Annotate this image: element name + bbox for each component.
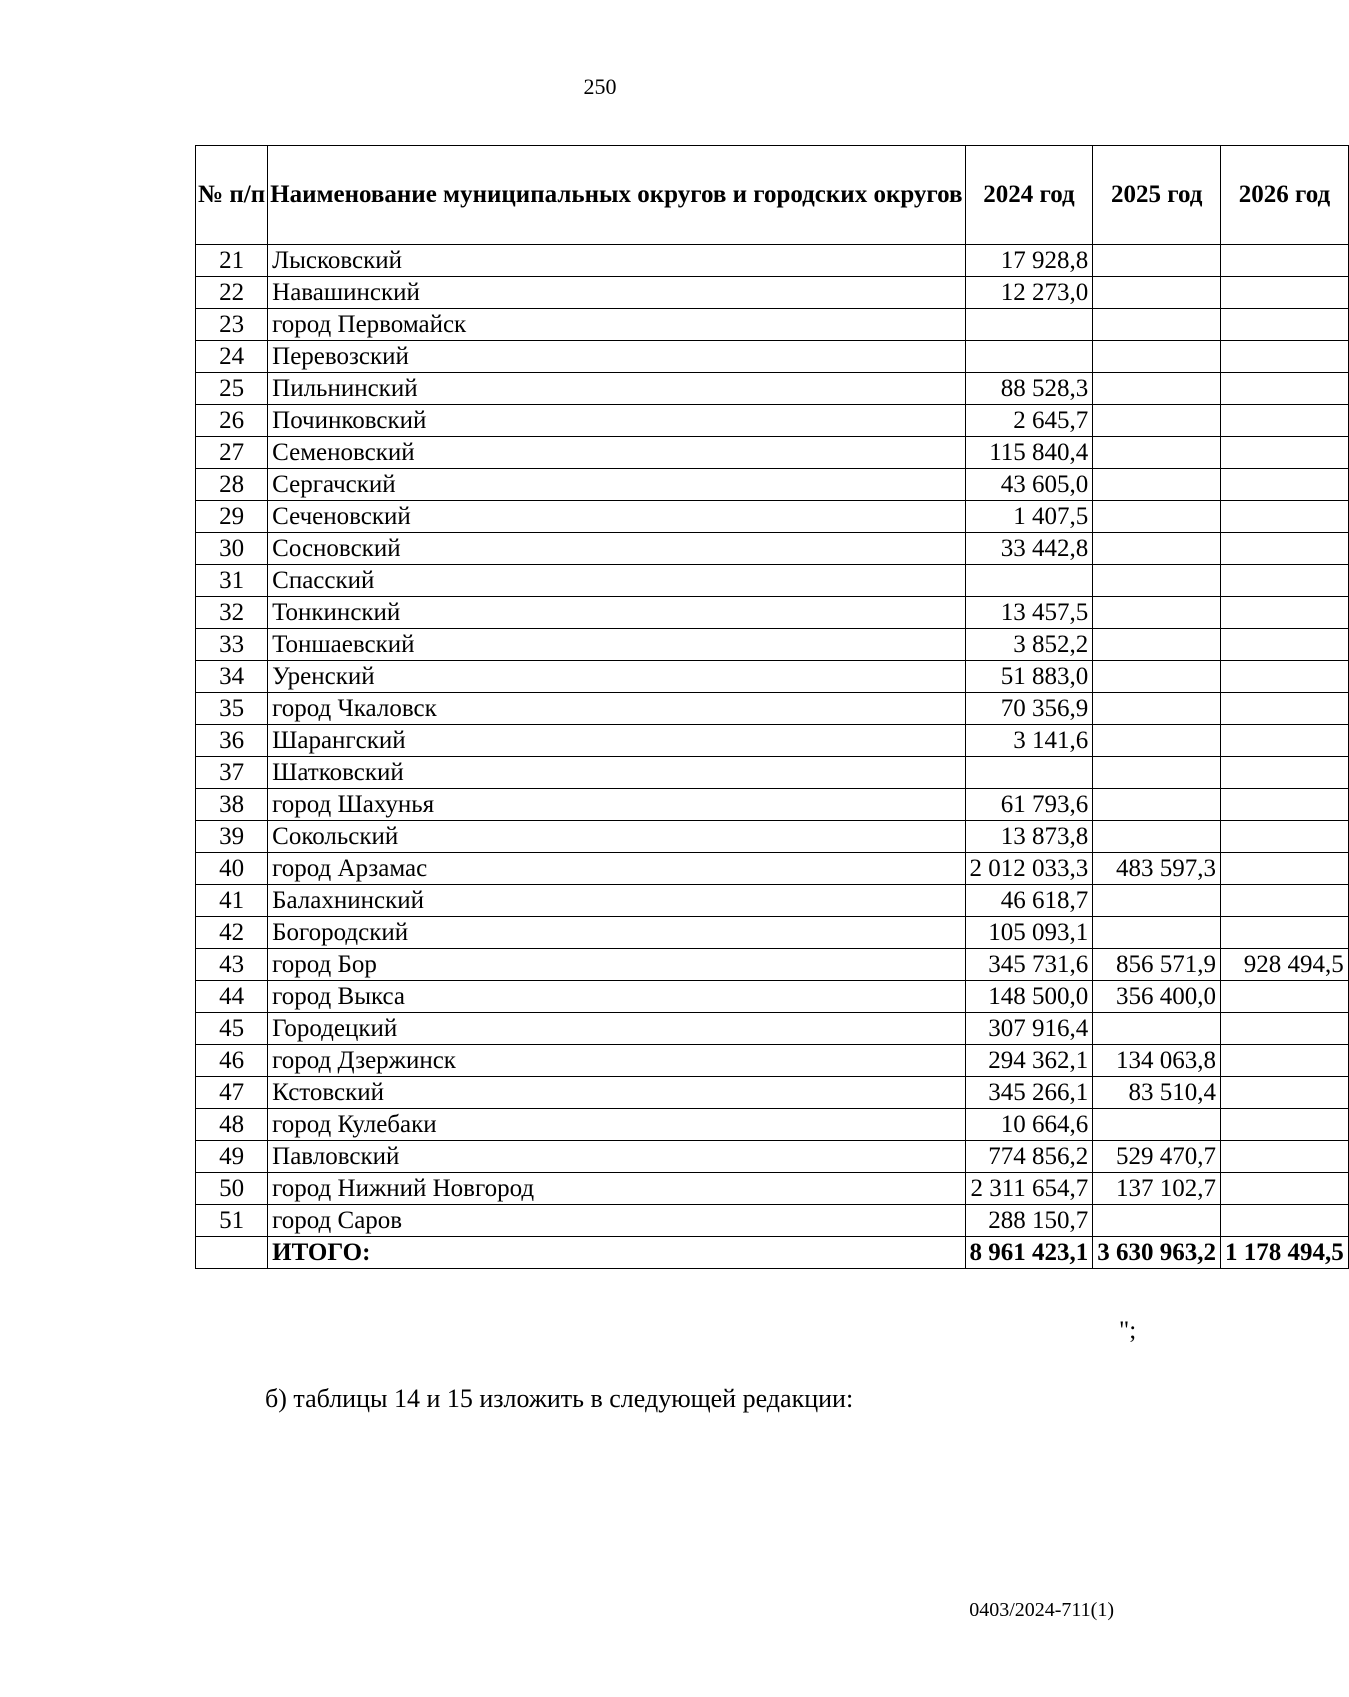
table-row — [196, 245, 1349, 277]
row-number-cell: 45 — [196, 1013, 268, 1045]
value-2025-cell — [1093, 565, 1221, 597]
row-number-cell: 31 — [196, 565, 268, 597]
value-2024-cell: 774 856,2 — [965, 1141, 1093, 1173]
value-2025-cell — [1093, 725, 1221, 757]
municipality-name-cell: Лысковский — [268, 245, 965, 277]
table-row — [196, 1141, 1349, 1173]
value-2025-cell: 134 063,8 — [1093, 1045, 1221, 1077]
value-2025-cell — [1093, 757, 1221, 789]
value-2024-cell: 88 528,3 — [965, 373, 1093, 405]
table-row — [196, 757, 1349, 789]
row-number-cell: 21 — [196, 245, 268, 277]
header-year-2026: 2026 год — [1221, 146, 1349, 245]
table-body — [196, 245, 1349, 1269]
value-2024-cell: 70 356,9 — [965, 693, 1093, 725]
value-2026-cell — [1221, 1045, 1349, 1077]
appropriations-table — [195, 145, 1349, 1269]
value-2025-cell: 483 597,3 — [1093, 853, 1221, 885]
value-2025-cell — [1093, 501, 1221, 533]
value-2025-cell — [1093, 821, 1221, 853]
municipality-name-cell: город Шахунья — [268, 789, 965, 821]
row-number-cell: 42 — [196, 917, 268, 949]
municipality-name-cell: Сергачский — [268, 469, 965, 501]
value-2025-cell — [1093, 693, 1221, 725]
table-row — [196, 501, 1349, 533]
municipality-name-cell: город Саров — [268, 1205, 965, 1237]
header-municipality-name: Наименование муниципальных округов и городских округов — [268, 146, 965, 245]
value-2024-cell: 307 916,4 — [965, 1013, 1093, 1045]
value-2024-cell: 13 457,5 — [965, 597, 1093, 629]
value-2026-cell — [1221, 1205, 1349, 1237]
value-2024-cell: 2 012 033,3 — [965, 853, 1093, 885]
value-2025-cell: 356 400,0 — [1093, 981, 1221, 1013]
value-2026-cell: 1 178 494,5 — [1221, 1237, 1349, 1269]
row-number-cell: 39 — [196, 821, 268, 853]
municipality-name-cell: Перевозский — [268, 341, 965, 373]
row-number-cell: 40 — [196, 853, 268, 885]
row-number-cell: 46 — [196, 1045, 268, 1077]
value-2025-cell — [1093, 373, 1221, 405]
value-2024-cell: 105 093,1 — [965, 917, 1093, 949]
municipality-name-cell: Сеченовский — [268, 501, 965, 533]
municipality-name-cell: Сокольский — [268, 821, 965, 853]
value-2025-cell — [1093, 469, 1221, 501]
value-2024-cell: 345 731,6 — [965, 949, 1093, 981]
value-2026-cell — [1221, 597, 1349, 629]
value-2026-cell — [1221, 1173, 1349, 1205]
table-row — [196, 853, 1349, 885]
value-2025-cell — [1093, 789, 1221, 821]
table-row — [196, 469, 1349, 501]
document-code: 0403/2024-711(1) — [969, 1599, 1114, 1621]
amendment-instruction: б) таблицы 14 и 15 изложить в следующей редакции: — [265, 1384, 854, 1413]
row-number-cell: 37 — [196, 757, 268, 789]
municipality-name-cell: город Выкса — [268, 981, 965, 1013]
value-2024-cell: 43 605,0 — [965, 469, 1093, 501]
value-2024-cell — [965, 341, 1093, 373]
row-number-cell: 29 — [196, 501, 268, 533]
row-number-cell: 22 — [196, 277, 268, 309]
row-number-cell: 47 — [196, 1077, 268, 1109]
table-row — [196, 789, 1349, 821]
municipality-name-cell: Семеновский — [268, 437, 965, 469]
value-2026-cell — [1221, 277, 1349, 309]
value-2026-cell — [1221, 1013, 1349, 1045]
value-2024-cell: 2 645,7 — [965, 405, 1093, 437]
municipality-name-cell: город Нижний Новгород — [268, 1173, 965, 1205]
header-year-2025: 2025 год — [1093, 146, 1221, 245]
table-row — [196, 1077, 1349, 1109]
municipality-name-cell: Павловский — [268, 1141, 965, 1173]
table-row — [196, 661, 1349, 693]
value-2026-cell — [1221, 981, 1349, 1013]
value-2025-cell — [1093, 661, 1221, 693]
header-year-2024: 2024 год — [965, 146, 1093, 245]
value-2025-cell — [1093, 437, 1221, 469]
value-2025-cell: 856 571,9 — [1093, 949, 1221, 981]
row-number-cell: 27 — [196, 437, 268, 469]
municipality-name-cell: город Бор — [268, 949, 965, 981]
header-number: № п/п — [196, 146, 268, 245]
table-row — [196, 565, 1349, 597]
value-2025-cell — [1093, 309, 1221, 341]
value-2026-cell — [1221, 661, 1349, 693]
table-row — [196, 341, 1349, 373]
row-number-cell: 44 — [196, 981, 268, 1013]
municipality-name-cell: Починковский — [268, 405, 965, 437]
row-number-cell: 48 — [196, 1109, 268, 1141]
value-2025-cell — [1093, 885, 1221, 917]
page-number: 250 — [583, 74, 617, 99]
municipality-name-cell: город Дзержинск — [268, 1045, 965, 1077]
value-2024-cell: 2 311 654,7 — [965, 1173, 1093, 1205]
table-row — [196, 1109, 1349, 1141]
value-2025-cell — [1093, 1109, 1221, 1141]
table-row — [196, 949, 1349, 981]
table-row — [196, 373, 1349, 405]
table-header-row — [196, 146, 1349, 245]
row-number-cell: 49 — [196, 1141, 268, 1173]
municipality-name-cell: Балахнинский — [268, 885, 965, 917]
row-number-cell: 25 — [196, 373, 268, 405]
value-2024-cell: 17 928,8 — [965, 245, 1093, 277]
row-number-cell: 36 — [196, 725, 268, 757]
row-number-cell: 24 — [196, 341, 268, 373]
row-number-cell: 30 — [196, 533, 268, 565]
value-2026-cell — [1221, 853, 1349, 885]
value-2024-cell — [965, 565, 1093, 597]
value-2024-cell: 10 664,6 — [965, 1109, 1093, 1141]
closing-quote-mark: "; — [1119, 1317, 1137, 1344]
row-number-cell: 23 — [196, 309, 268, 341]
value-2024-cell: 61 793,6 — [965, 789, 1093, 821]
row-number-cell: 35 — [196, 693, 268, 725]
table-row — [196, 597, 1349, 629]
value-2025-cell — [1093, 245, 1221, 277]
table-row — [196, 725, 1349, 757]
row-number-cell — [196, 1237, 268, 1269]
municipality-name-cell: Уренский — [268, 661, 965, 693]
value-2024-cell: 3 141,6 — [965, 725, 1093, 757]
value-2024-cell — [965, 309, 1093, 341]
value-2026-cell — [1221, 917, 1349, 949]
table-row — [196, 1045, 1349, 1077]
value-2024-cell: 148 500,0 — [965, 981, 1093, 1013]
value-2026-cell — [1221, 821, 1349, 853]
value-2025-cell — [1093, 597, 1221, 629]
municipality-name-cell: Тонкинский — [268, 597, 965, 629]
value-2026-cell — [1221, 725, 1349, 757]
value-2025-cell — [1093, 1205, 1221, 1237]
value-2024-cell: 33 442,8 — [965, 533, 1093, 565]
value-2024-cell: 13 873,8 — [965, 821, 1093, 853]
value-2025-cell — [1093, 277, 1221, 309]
municipality-name-cell: Навашинский — [268, 277, 965, 309]
municipality-name-cell: город Кулебаки — [268, 1109, 965, 1141]
value-2026-cell — [1221, 789, 1349, 821]
value-2024-cell: 288 150,7 — [965, 1205, 1093, 1237]
municipality-name-cell: Шатковский — [268, 757, 965, 789]
value-2024-cell: 1 407,5 — [965, 501, 1093, 533]
row-number-cell: 33 — [196, 629, 268, 661]
row-number-cell: 26 — [196, 405, 268, 437]
row-number-cell: 28 — [196, 469, 268, 501]
value-2026-cell — [1221, 693, 1349, 725]
table-row — [196, 277, 1349, 309]
value-2026-cell — [1221, 405, 1349, 437]
value-2024-cell: 8 961 423,1 — [965, 1237, 1093, 1269]
value-2025-cell — [1093, 629, 1221, 661]
table-row — [196, 1173, 1349, 1205]
table-row — [196, 629, 1349, 661]
municipality-name-cell: Сосновский — [268, 533, 965, 565]
value-2026-cell — [1221, 1077, 1349, 1109]
value-2026-cell — [1221, 341, 1349, 373]
value-2024-cell: 51 883,0 — [965, 661, 1093, 693]
table-row — [196, 693, 1349, 725]
municipality-name-cell: Кстовский — [268, 1077, 965, 1109]
municipality-name-cell: Городецкий — [268, 1013, 965, 1045]
row-number-cell: 32 — [196, 597, 268, 629]
row-number-cell: 51 — [196, 1205, 268, 1237]
row-number-cell: 34 — [196, 661, 268, 693]
value-2025-cell — [1093, 917, 1221, 949]
value-2026-cell — [1221, 309, 1349, 341]
value-2026-cell — [1221, 373, 1349, 405]
value-2025-cell: 83 510,4 — [1093, 1077, 1221, 1109]
table-row — [196, 821, 1349, 853]
value-2024-cell: 115 840,4 — [965, 437, 1093, 469]
value-2024-cell — [965, 757, 1093, 789]
table-row — [196, 1205, 1349, 1237]
municipality-name-cell: ИТОГО: — [268, 1237, 965, 1269]
row-number-cell: 41 — [196, 885, 268, 917]
value-2026-cell — [1221, 1141, 1349, 1173]
table-row — [196, 437, 1349, 469]
municipality-name-cell: Богородский — [268, 917, 965, 949]
municipality-name-cell: Шарангский — [268, 725, 965, 757]
value-2026-cell — [1221, 245, 1349, 277]
table-row — [196, 309, 1349, 341]
table-row — [196, 885, 1349, 917]
value-2025-cell — [1093, 341, 1221, 373]
value-2026-cell — [1221, 565, 1349, 597]
value-2024-cell: 12 273,0 — [965, 277, 1093, 309]
value-2025-cell — [1093, 533, 1221, 565]
value-2026-cell — [1221, 1109, 1349, 1141]
table-row — [196, 981, 1349, 1013]
value-2024-cell: 345 266,1 — [965, 1077, 1093, 1109]
municipality-name-cell: Спасский — [268, 565, 965, 597]
value-2026-cell — [1221, 501, 1349, 533]
value-2026-cell — [1221, 885, 1349, 917]
municipality-name-cell: Пильнинский — [268, 373, 965, 405]
value-2026-cell — [1221, 469, 1349, 501]
value-2026-cell — [1221, 437, 1349, 469]
row-number-cell: 38 — [196, 789, 268, 821]
table-row — [196, 405, 1349, 437]
value-2025-cell: 3 630 963,2 — [1093, 1237, 1221, 1269]
table-row — [196, 917, 1349, 949]
value-2024-cell: 294 362,1 — [965, 1045, 1093, 1077]
value-2026-cell — [1221, 629, 1349, 661]
municipality-name-cell: Тоншаевский — [268, 629, 965, 661]
municipality-name-cell: город Арзамас — [268, 853, 965, 885]
municipality-name-cell: город Первомайск — [268, 309, 965, 341]
table-row — [196, 1013, 1349, 1045]
value-2025-cell: 529 470,7 — [1093, 1141, 1221, 1173]
table-total-row — [196, 1237, 1349, 1269]
value-2024-cell: 46 618,7 — [965, 885, 1093, 917]
value-2025-cell: 137 102,7 — [1093, 1173, 1221, 1205]
value-2026-cell: 928 494,5 — [1221, 949, 1349, 981]
value-2026-cell — [1221, 757, 1349, 789]
value-2026-cell — [1221, 533, 1349, 565]
value-2024-cell: 3 852,2 — [965, 629, 1093, 661]
table-row — [196, 533, 1349, 565]
row-number-cell: 43 — [196, 949, 268, 981]
row-number-cell: 50 — [196, 1173, 268, 1205]
municipality-name-cell: город Чкаловск — [268, 693, 965, 725]
value-2025-cell — [1093, 1013, 1221, 1045]
value-2025-cell — [1093, 405, 1221, 437]
